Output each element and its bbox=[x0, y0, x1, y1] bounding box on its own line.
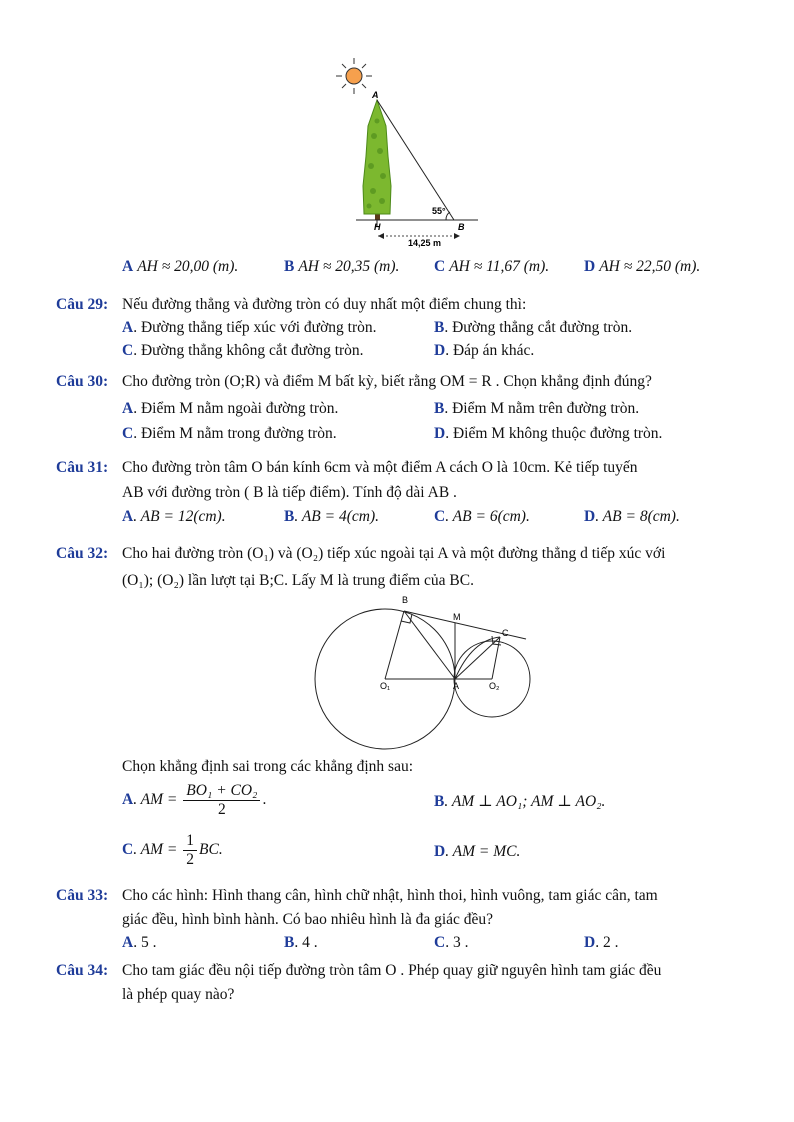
q30-text: Cho đường tròn (O;R) và điểm M bất kỳ, biết rằng OM = R . Chọn khẳng định đúng? bbox=[122, 373, 652, 390]
fig-label-A: A bbox=[453, 681, 460, 691]
q31-option-c[interactable]: C. AB = 6(cm). bbox=[434, 508, 530, 525]
fig-label-B: B bbox=[402, 595, 409, 605]
q28-option-b[interactable]: B AH ≈ 20,35 (m). bbox=[284, 258, 400, 275]
q30-option-a[interactable]: A. Điểm M nằm ngoài đường tròn. bbox=[122, 400, 339, 417]
q31-label: Câu 31: bbox=[56, 459, 109, 476]
q33-option-d[interactable]: D. 2 . bbox=[584, 934, 619, 951]
q28-option-c[interactable]: C AH ≈ 11,67 (m). bbox=[434, 258, 550, 275]
fraction: $\frac{\text{BO₁ + CO₂}}{2}$ bbox=[183, 782, 260, 819]
q34-line1: Cho tam giác đều nội tiếp đường tròn tâm O . Phép quay giữ nguyên hình tam giác đều bbox=[122, 962, 662, 979]
q30-option-c[interactable]: C. Điểm M nằm trong đường tròn. bbox=[122, 425, 337, 442]
q31-option-a[interactable]: A. AB = 12(cm). bbox=[122, 508, 226, 525]
q30-label: Câu 30: bbox=[56, 373, 109, 390]
q33-option-b[interactable]: B. 4 . bbox=[284, 934, 318, 951]
q33-option-a[interactable]: A. 5 . bbox=[122, 934, 157, 951]
q32-line2: (O₁); (O₂) lần lượt tại B;C. Lấy M là trung điểm của BC. bbox=[122, 572, 474, 589]
q32-prompt: Chọn khẳng định sai trong các khẳng định sau: bbox=[122, 758, 414, 775]
tangent-circles-figure bbox=[312, 592, 538, 752]
q33-option-c[interactable]: C. 3 . bbox=[434, 934, 469, 951]
fig-label-O2: O₂ bbox=[489, 681, 500, 691]
fraction: $\frac{1}{2}$ bbox=[183, 832, 197, 869]
q29-option-a[interactable]: A. Đường thẳng tiếp xúc với đường tròn. bbox=[122, 319, 377, 336]
fig-label-C: C bbox=[502, 628, 509, 638]
q29-label: Câu 29: bbox=[56, 296, 109, 313]
q31-option-d[interactable]: D. AB = 8(cm). bbox=[584, 508, 680, 525]
q31-line2: AB với đường tròn ( B là tiếp điểm). Tính độ dài AB . bbox=[122, 484, 457, 501]
q28-option-d[interactable]: D AH ≈ 22,50 (m). bbox=[584, 258, 701, 275]
q34-line2: là phép quay nào? bbox=[122, 986, 235, 1003]
q30-option-d[interactable]: D. Điểm M không thuộc đường tròn. bbox=[434, 425, 663, 442]
q34-label: Câu 34: bbox=[56, 962, 109, 979]
sun-icon bbox=[336, 58, 372, 94]
angle-label: 55° bbox=[432, 206, 446, 216]
q33-line2: giác đều, hình bình hành. Có bao nhiêu hình là đa giác đều? bbox=[122, 911, 494, 928]
tree-icon bbox=[363, 100, 391, 220]
distance-label: 14,25 m bbox=[408, 238, 442, 248]
q32-option-b[interactable]: B. AM ⊥ AO₁; AM ⊥ AO₂. bbox=[434, 793, 606, 810]
label-B: B bbox=[458, 222, 465, 232]
label-A: A bbox=[372, 90, 379, 100]
q28-option-a[interactable]: A AH ≈ 20,00 (m). bbox=[122, 258, 239, 275]
q29-option-b[interactable]: B. Đường thẳng cắt đường tròn. bbox=[434, 319, 633, 336]
q32-option-a[interactable]: A. AM = $\frac{\text{BO₁ + CO₂}}{2}$ . bbox=[122, 782, 267, 818]
q29-text: Nếu đường thẳng và đường tròn có duy nhất một điểm chung thì: bbox=[122, 296, 527, 313]
q32-option-c[interactable]: C. AM = $\frac{1}{2}$ BC. bbox=[122, 832, 223, 868]
label-H: H bbox=[374, 222, 381, 232]
q31-option-b[interactable]: B. AB = 4(cm). bbox=[284, 508, 379, 525]
q33-label: Câu 33: bbox=[56, 887, 109, 904]
q32-label: Câu 32: bbox=[56, 545, 109, 562]
q29-option-d[interactable]: D. Đáp án khác. bbox=[434, 342, 535, 359]
fig-label-O1: O₁ bbox=[380, 681, 391, 691]
q33-line1: Cho các hình: Hình thang cân, hình chữ nhật, hình thoi, hình vuông, tam giác cân, tam bbox=[122, 887, 658, 904]
fig-label-M: M bbox=[453, 612, 461, 622]
q32-line1: Cho hai đường tròn (O₁) và (O₂) tiếp xúc ngoài tại A và một đường thẳng d tiếp xúc với bbox=[122, 545, 666, 562]
tree-shadow-figure bbox=[330, 56, 490, 252]
q30-option-b[interactable]: B. Điểm M nằm trên đường tròn. bbox=[434, 400, 640, 417]
q31-line1: Cho đường tròn tâm O bán kính 6cm và một điểm A cách O là 10cm. Kẻ tiếp tuyến bbox=[122, 459, 638, 476]
q32-option-d[interactable]: D. AM = MC. bbox=[434, 843, 521, 860]
q29-option-c[interactable]: C. Đường thẳng không cắt đường tròn. bbox=[122, 342, 364, 359]
